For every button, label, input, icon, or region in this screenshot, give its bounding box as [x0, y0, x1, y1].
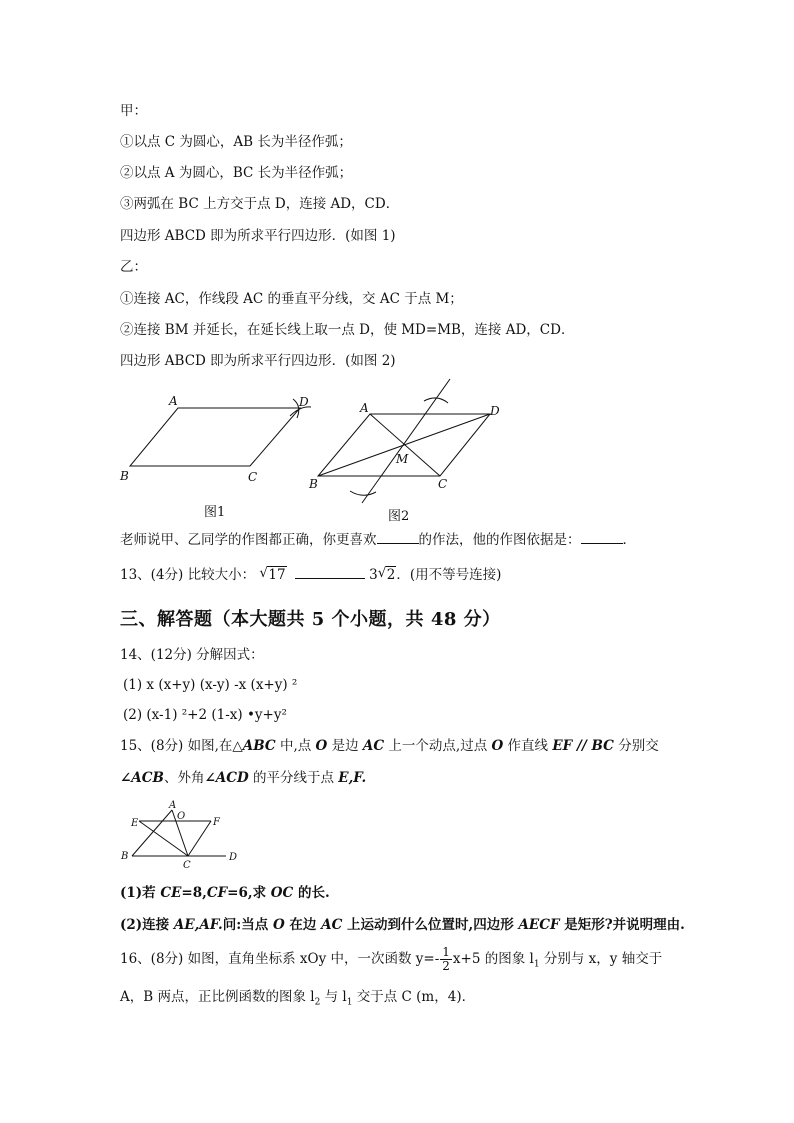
fraction-one-half	[440, 946, 452, 973]
q16-l2-sub-3: 1	[346, 997, 353, 1008]
fig1-parallelogram-outline	[130, 408, 300, 466]
q16-sub-1: 1	[533, 959, 540, 970]
text-teacher-question	[120, 531, 636, 548]
text-jia-step2: ②以点 A 为圆心，BC 长为半径作弧；	[120, 165, 353, 181]
q15-p1-t2: CE	[160, 885, 182, 901]
q13-coefficient: 3	[369, 567, 378, 583]
q16-l2-t2: 与 l	[320, 989, 347, 1005]
figure-2-parallelogram	[300, 370, 520, 530]
fig3-line-AB	[132, 810, 172, 856]
fig3-label-E: E	[131, 818, 139, 829]
text-yi-step1: ①连接 AC，作线段 AC 的垂直平分线，交 AC 于点 M；	[120, 291, 463, 307]
text-q14-2: (2) (x-1) ²+2 (1-x) •y+y²	[123, 707, 287, 723]
q15-t4: O	[315, 738, 328, 754]
q15-t10: EF	[552, 738, 573, 754]
text-jia-conclusion: 四边形 ABCD 即为所求平行四边形．(如图 1)	[120, 228, 396, 244]
sqrt-17-radicand: 17	[268, 567, 286, 583]
text-q14: 14、(12分) 分解因式：	[120, 647, 264, 663]
q16-l2-t1: A，B 两点，正比例函数的图象 l	[120, 989, 315, 1005]
sqrt-2-radicand: 2	[386, 567, 396, 583]
fig2-label-A: A	[360, 401, 369, 415]
fig2-label-C: C	[438, 477, 448, 491]
q15-p2-t6: AC	[321, 917, 343, 933]
text-yi-conclusion: 四边形 ABCD 即为所求平行四边形．(如图 2)	[120, 353, 396, 369]
q16-t1: 16、(8分) 如图，直角坐标系 xOy 中，一次函数 y=-	[120, 951, 440, 967]
text-q13	[120, 566, 501, 583]
q15-p2-t5: 在边	[284, 917, 322, 933]
q15-t9: 作直线	[503, 738, 553, 754]
q15-p1-t5: =6,求	[227, 885, 271, 901]
fig3-label-B: B	[121, 851, 129, 862]
section-3-heading: 三、解答题（本大题共 5 个小题，共 48 分）	[120, 609, 501, 630]
q15-p1-t6: OC	[270, 885, 294, 901]
q15-p2-t1: (2)连接	[120, 917, 174, 933]
figure-1-parallelogram	[112, 388, 322, 528]
fig3-label-F: F	[213, 817, 220, 828]
q15-p2-t2: AE,AF.	[173, 917, 223, 933]
fig3-label-C: C	[183, 860, 191, 871]
fig3-line-CE	[139, 821, 188, 856]
fig2-caption: 图2	[388, 509, 410, 524]
q15-t6: AC	[362, 738, 385, 754]
text-jia-step3: ③两弧在 BC 上方交于点 D，连接 AD，CD．	[120, 196, 400, 212]
text-q16-line2	[120, 989, 475, 1011]
text-q15-line2	[120, 770, 366, 786]
q15-t2: △ABC	[232, 738, 276, 754]
q15-p1-t1: (1)若	[120, 885, 161, 901]
q15-p2-t8: AECF	[518, 917, 560, 933]
sqrt-2: √ 2	[377, 565, 396, 583]
q16-l2-sub-2: 2	[314, 997, 321, 1008]
sqrt-17: √ 17	[259, 565, 286, 583]
fig3-label-O: O	[177, 811, 186, 822]
text-yi: 乙：	[120, 259, 147, 275]
q16-t3: 分别与 x，y 轴交于	[539, 951, 663, 967]
q15-p1-t3: =8,	[181, 885, 207, 901]
text-q15-part2	[120, 917, 685, 933]
q15-p1-t7: 的长.	[293, 885, 330, 901]
fig2-label-B: B	[309, 477, 318, 491]
fig2-arc-bottom	[350, 491, 376, 495]
teacher-text-3: ．	[622, 532, 636, 548]
fraction-numerator: 1	[442, 945, 450, 959]
text-q14-1: (1) x (x+y) (x-y) -x (x+y) ²	[123, 677, 298, 693]
fig1-label-B: B	[120, 469, 129, 483]
q15-l2-t2: 、外角	[163, 770, 205, 786]
text-jia-step1: ①以点 C 为圆心，AB 长为半径作弧；	[120, 134, 352, 150]
q15-p1-t4: CF	[206, 885, 228, 901]
q13-note: ．(用不等号连接)	[396, 567, 502, 583]
fig2-label-M: M	[396, 452, 409, 466]
q15-l2-t3: ∠ACD	[204, 770, 249, 786]
q15-t12: BC	[591, 738, 614, 754]
q15-t8: O	[491, 738, 504, 754]
q15-t13: 分别交	[613, 738, 659, 754]
fig1-label-C: C	[248, 470, 258, 484]
q15-t3: 中,点	[275, 738, 316, 754]
q15-t1: 15、(8分) 如图,在	[120, 738, 233, 754]
q15-p2-t3: 问:当点	[222, 917, 273, 933]
q16-l2-t3: 交于点 C (m，4)．	[352, 989, 476, 1005]
q15-l2-t4: 的平分线于点	[248, 770, 339, 786]
fig3-label-A: A	[169, 800, 177, 811]
q15-p2-t9: 是矩形?并说明理由.	[559, 917, 685, 933]
fig3-label-D: D	[229, 852, 238, 863]
q16-t2: x+5 的图象 l	[452, 951, 534, 967]
q15-l2-t1: ∠ACB	[120, 770, 164, 786]
q15-t5: 是边	[327, 738, 363, 754]
teacher-text-2: 的作法，他的作图依据是：	[418, 532, 581, 548]
fig1-label-D: D	[299, 395, 309, 409]
text-yi-step2: ②连接 BM 并延长，在延长线上取一点 D，使 MD=MB，连接 AD，CD．	[120, 322, 575, 338]
text-q16	[120, 946, 662, 973]
q15-t7: 上一个动点,过点	[384, 738, 492, 754]
q13-label: 13、(4分) 比较大小：	[120, 567, 256, 583]
q15-p2-t7: 上运动到什么位置时,四边形	[342, 917, 519, 933]
fig1-label-A: A	[169, 394, 178, 408]
q15-l2-t5: E,F.	[338, 770, 367, 786]
fig2-label-D: D	[490, 404, 500, 418]
q15-p2-t4: O	[272, 917, 285, 933]
fig1-caption: 图1	[204, 505, 226, 520]
fig3-line-CF	[188, 821, 211, 856]
text-jia: 甲：	[120, 103, 147, 119]
figure-q15-triangle	[114, 796, 244, 872]
fraction-denominator: 2	[442, 959, 450, 973]
q13-answer-blank[interactable]	[295, 566, 365, 579]
text-q15-part1	[120, 885, 330, 901]
teacher-text-1: 老师说甲、乙同学的作图都正确，你更喜欢	[120, 532, 377, 548]
text-q15	[120, 738, 659, 754]
q15-t11: //	[572, 738, 592, 754]
answer-blank-2[interactable]	[581, 531, 623, 544]
answer-blank-1[interactable]	[377, 531, 419, 544]
